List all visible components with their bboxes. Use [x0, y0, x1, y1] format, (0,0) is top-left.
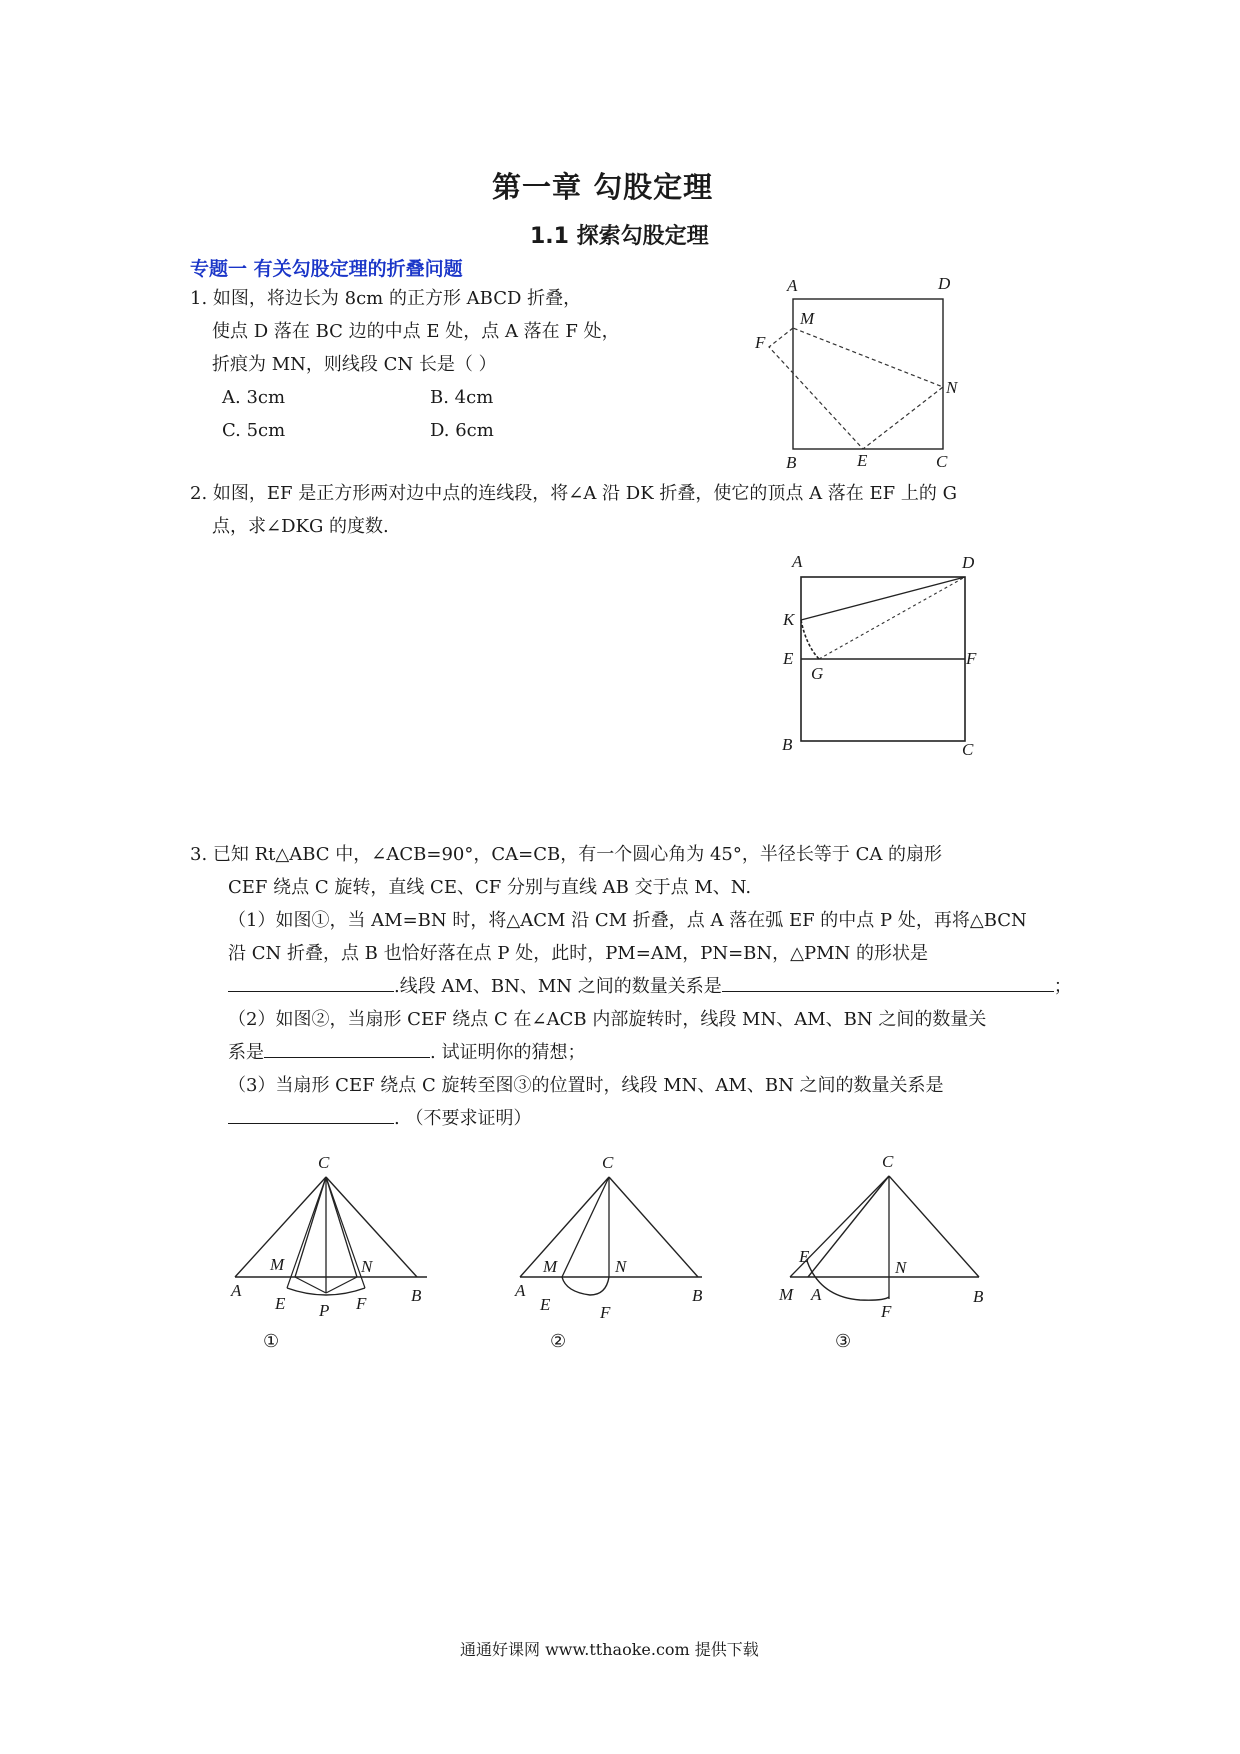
- chapter-title: 第一章 勾股定理: [492, 170, 714, 204]
- q1-line-1: 1. 如图，将边长为 8cm 的正方形 ABCD 折叠，: [190, 288, 582, 309]
- q3-part1-line-1: （1）如图①，当 AM=BN 时，将△ACM 沿 CM 折叠，点 A 落在弧 EF 的中点 P 处，再将△BCN: [228, 910, 1027, 931]
- q1-line-3: 折痕为 MN，则线段 CN 长是（ ）: [212, 354, 497, 375]
- q2-line-2: 点，求∠DKG 的度数.: [212, 516, 389, 537]
- q3-part2-end: . 试证明你的猜想；: [430, 1042, 586, 1063]
- q1-square: [793, 299, 943, 449]
- fig3-label-m: M: [779, 1285, 794, 1304]
- answer-blank-part2[interactable]: [264, 1039, 430, 1058]
- q3-part3-line-1: （3）当扇形 CEF 绕点 C 旋转至图③的位置时，线段 MN、AM、BN 之间的数量关系是: [228, 1075, 944, 1096]
- fig3-label-c: C: [882, 1152, 894, 1171]
- fig3-label-e: E: [799, 1247, 810, 1266]
- q2-segment-gd: [819, 577, 965, 659]
- q2-label-k: K: [783, 610, 795, 629]
- q1-label-c: C: [936, 452, 948, 471]
- q3-figure-1: [225, 1150, 455, 1350]
- q2-label-b: B: [782, 735, 793, 754]
- fig1-line-ce: [287, 1177, 326, 1288]
- q3-line-2: CEF 绕点 C 旋转，直线 CE、CF 分别与直线 AB 交于点 M、N.: [228, 877, 752, 898]
- q3-part3-end: . （不要求证明）: [394, 1108, 532, 1129]
- fig2-label-n: N: [615, 1257, 627, 1276]
- q1-label-m: M: [800, 309, 815, 328]
- q1-label-f: F: [755, 333, 766, 352]
- fig2-line-ce: [562, 1177, 609, 1277]
- q2-label-c: C: [962, 740, 974, 759]
- section-title: 1.1 探索勾股定理: [530, 224, 709, 249]
- answer-blank-part3[interactable]: [228, 1105, 394, 1124]
- fig2-caption: ②: [550, 1331, 567, 1352]
- fig1-line-np: [326, 1277, 357, 1293]
- fig1-label-p: P: [319, 1301, 330, 1320]
- answer-blank-relation[interactable]: [722, 973, 1054, 992]
- q1-label-b: B: [786, 453, 797, 472]
- q3-part1-line-3: [228, 970, 1072, 1003]
- q2-line-1: 2. 如图，EF 是正方形两对边中点的连线段，将∠A 沿 DK 折叠，使它的顶点 A 落在 EF 上的 G: [190, 483, 957, 504]
- fig2-label-a: A: [515, 1281, 526, 1300]
- q1-option-d: D. 6cm: [430, 420, 494, 441]
- q1-line-2: 使点 D 落在 BC 边的中点 E 处，点 A 落在 F 处，: [212, 321, 620, 342]
- q1-label-d: D: [938, 274, 951, 293]
- fig1-label-m: M: [270, 1255, 285, 1274]
- q2-label-e: E: [783, 649, 794, 668]
- q3-line-1: 3. 已知 Rt△ABC 中，∠ACB=90°，CA=CB，有一个圆心角为 45°，半径长等于 CA 的扇形: [190, 844, 943, 865]
- q2-fold-dk: [801, 577, 965, 620]
- fig2-arc-ef: [562, 1277, 609, 1295]
- fig3-side-ca: [808, 1176, 889, 1277]
- fig1-label-b: B: [411, 1286, 422, 1305]
- fig2-side-ca: [520, 1177, 609, 1277]
- fig3-label-b: B: [973, 1287, 984, 1306]
- fig1-label-e: E: [275, 1294, 286, 1313]
- q2-label-g: G: [811, 664, 824, 683]
- q3-part1-question-2: .线段 AM、BN、MN 之间的数量关系是: [394, 976, 722, 997]
- q2-label-d: D: [962, 553, 975, 572]
- answer-blank-shape[interactable]: [228, 973, 394, 992]
- q1-option-b: B. 4cm: [430, 387, 494, 408]
- fig3-caption: ③: [835, 1331, 852, 1352]
- q3-figure-2: [510, 1150, 740, 1350]
- fig2-label-f: F: [600, 1303, 611, 1322]
- fig2-label-m: M: [543, 1257, 558, 1276]
- q3-part1-end: ；: [1053, 976, 1072, 997]
- q3-part1-line-2: 沿 CN 折叠，点 B 也恰好落在点 P 处，此时，PM=AM，PN=BN，△PMN 的形状是: [228, 943, 929, 964]
- fig1-label-a: A: [231, 1281, 242, 1300]
- q1-label-n: N: [946, 378, 958, 397]
- page-footer: 通通好课网 www.tthaoke.com 提供下载: [460, 1640, 759, 1659]
- fig2-label-b: B: [692, 1286, 703, 1305]
- fig2-label-c: C: [602, 1153, 614, 1172]
- topic-heading: 专题一 有关勾股定理的折叠问题: [190, 258, 463, 280]
- fig1-line-mp: [295, 1277, 326, 1293]
- fig2-label-e: E: [540, 1295, 551, 1314]
- q1-label-e: E: [857, 451, 868, 470]
- fig1-label-c: C: [318, 1153, 330, 1172]
- q2-label-a: A: [792, 552, 803, 571]
- fig3-label-a: A: [811, 1285, 822, 1304]
- q2-label-f: F: [966, 649, 977, 668]
- q1-fold-lines: [769, 328, 943, 449]
- q3-part2-start: 系是: [228, 1042, 264, 1063]
- q1-option-c: C. 5cm: [222, 420, 286, 441]
- q2-figure: [770, 545, 990, 765]
- q3-figure-3: [765, 1145, 1005, 1350]
- q2-segment-kg: [801, 620, 819, 659]
- fig1-label-f: F: [356, 1294, 367, 1313]
- fig1-caption: ①: [263, 1331, 280, 1352]
- q3-part3-line-2: [228, 1102, 531, 1135]
- fig1-label-n: N: [361, 1257, 373, 1276]
- q1-figure: [750, 275, 980, 475]
- q3-part2-line-1: （2）如图②，当扇形 CEF 绕点 C 在∠ACB 内部旋转时，线段 MN、AM、BN 之间的数量关: [228, 1009, 987, 1030]
- q1-option-a: A. 3cm: [222, 387, 286, 408]
- fig3-label-f: F: [881, 1302, 892, 1321]
- q1-label-a: A: [787, 276, 798, 295]
- fig3-label-n: N: [895, 1258, 907, 1277]
- fig1-line-cf: [326, 1177, 365, 1288]
- q3-part2-line-2: [228, 1036, 585, 1069]
